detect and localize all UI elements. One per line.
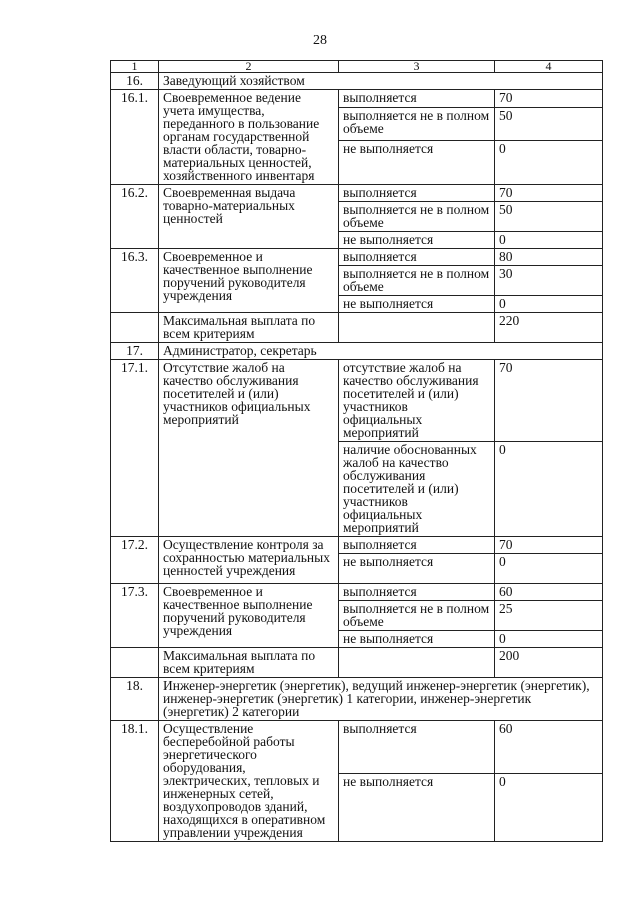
section-number: 18. xyxy=(111,678,159,721)
condition-text: выполняется не в полном объеме xyxy=(339,202,495,232)
condition-text: наличие обоснованных жалоб на качество обслуживания посетителей и (или) участников официальных мероприятий xyxy=(339,442,495,537)
condition-text: выполняется не в полном объеме xyxy=(339,108,495,141)
section-number: 16. xyxy=(111,73,159,90)
section-title: Инженер-энергетик (энергетик), ведущий инженер-энергетик (энергетик), инженер-энергетик (энергетик) 1 категории, инженер-энергетик (энергетик) 2 категории xyxy=(159,678,603,721)
points-value: 0 xyxy=(495,232,603,249)
condition-text: выполняется xyxy=(339,721,495,774)
section-row xyxy=(111,678,603,721)
table-row-max xyxy=(111,313,603,343)
criterion-text: Осуществление контроля за сохранностью материальных ценностей учреждения xyxy=(159,537,339,584)
table-row xyxy=(111,537,603,554)
points-value: 0 xyxy=(495,296,603,313)
condition-text: выполняется не в полном объеме xyxy=(339,601,495,631)
table-header-row xyxy=(111,61,603,73)
header-col-3: 3 xyxy=(339,61,495,73)
points-value: 60 xyxy=(495,721,603,774)
points-value: 0 xyxy=(495,631,603,648)
points-value: 50 xyxy=(495,202,603,232)
table-row xyxy=(111,249,603,266)
criterion-text: Отсутствие жалоб на качество обслуживания посетителей и (или) участников официальных мероприятий xyxy=(159,360,339,537)
criterion-text: Своевременное ведение учета имущества, переданного в пользование органам государственной власти области, товарно-материальных ценностей, хозяйственного инвентаря xyxy=(159,90,339,185)
table-row-max xyxy=(111,648,603,678)
points-value: 70 xyxy=(495,90,603,108)
points-value: 60 xyxy=(495,584,603,601)
item-number: 18.1. xyxy=(111,721,159,842)
header-col-4: 4 xyxy=(495,61,603,73)
points-value: 0 xyxy=(495,442,603,537)
item-number: 17.1. xyxy=(111,360,159,537)
table-row xyxy=(111,584,603,601)
points-value: 25 xyxy=(495,601,603,631)
points-value: 0 xyxy=(495,554,603,584)
table-row xyxy=(111,185,603,202)
page-number: 28 xyxy=(313,33,327,48)
max-payment-label: Максимальная выплата по всем критериям xyxy=(159,648,339,678)
item-number: 16.1. xyxy=(111,90,159,185)
section-row xyxy=(111,73,603,90)
points-value: 0 xyxy=(495,141,603,185)
header-col-1: 1 xyxy=(111,61,159,73)
condition-text: выполняется xyxy=(339,249,495,266)
header-col-2: 2 xyxy=(159,61,339,73)
condition-text: выполняется не в полном объеме xyxy=(339,266,495,296)
points-value: 70 xyxy=(495,360,603,442)
condition-text: не выполняется xyxy=(339,296,495,313)
max-payment-value: 220 xyxy=(495,313,603,343)
condition-text: выполняется xyxy=(339,90,495,108)
points-value: 30 xyxy=(495,266,603,296)
condition-text: не выполняется xyxy=(339,774,495,842)
max-payment-value: 200 xyxy=(495,648,603,678)
table-row xyxy=(111,721,603,774)
condition-text: не выполняется xyxy=(339,232,495,249)
condition-text: выполняется xyxy=(339,537,495,554)
condition-text: выполняется xyxy=(339,185,495,202)
criterion-text: Своевременное и качественное выполнение поручений руководителя учреждения xyxy=(159,584,339,648)
condition-text: не выполняется xyxy=(339,554,495,584)
table-row xyxy=(111,360,603,442)
section-number: 17. xyxy=(111,343,159,360)
item-number: 16.3. xyxy=(111,249,159,313)
max-payment-label: Максимальная выплата по всем критериям xyxy=(159,313,339,343)
condition-text: выполняется xyxy=(339,584,495,601)
item-number: 17.3. xyxy=(111,584,159,648)
table-row xyxy=(111,90,603,108)
points-value: 0 xyxy=(495,774,603,842)
points-value: 70 xyxy=(495,185,603,202)
section-title: Заведующий хозяйством xyxy=(159,73,603,90)
criteria-table xyxy=(110,60,603,842)
condition-text: не выполняется xyxy=(339,631,495,648)
points-value: 70 xyxy=(495,537,603,554)
item-number: 17.2. xyxy=(111,537,159,584)
points-value: 80 xyxy=(495,249,603,266)
criterion-text: Своевременная выдача товарно-материальных ценностей xyxy=(159,185,339,249)
section-title: Администратор, секретарь xyxy=(159,343,603,360)
criterion-text: Осуществление бесперебойной работы энергетического оборудования, электрических, тепловых и инженерных сетей, воздухопроводов зданий, находящихся в оперативном управлении учреждения xyxy=(159,721,339,842)
points-value: 50 xyxy=(495,108,603,141)
criterion-text: Своевременное и качественное выполнение поручений руководителя учреждения xyxy=(159,249,339,313)
condition-text: не выполняется xyxy=(339,141,495,185)
item-number: 16.2. xyxy=(111,185,159,249)
condition-text: отсутствие жалоб на качество обслуживания посетителей и (или) участников официальных мероприятий xyxy=(339,360,495,442)
section-row xyxy=(111,343,603,360)
